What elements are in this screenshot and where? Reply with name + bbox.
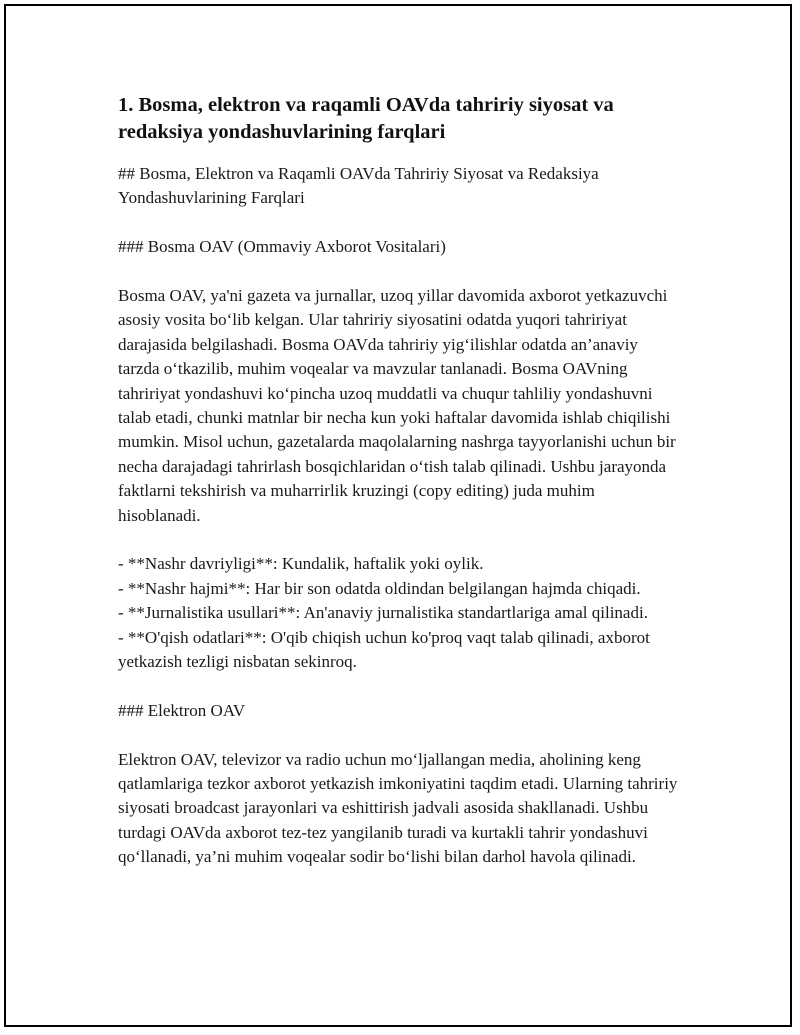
spacer [118, 528, 678, 552]
spacer [118, 211, 678, 235]
list-item: - **O'qish odatlari**: O'qib chiqish uchun ko'proq vaqt talab qilinadi, axborot yetkazish tezligi nisbatan sekinroq. [118, 627, 655, 672]
list-item: - **Nashr hajmi**: Har bir son odatda oldindan belgilangan hajmda chiqadi. [118, 578, 641, 598]
spacer [118, 260, 678, 284]
spacer [118, 723, 678, 747]
list-item: - **Jurnalistika usullari**: An'anaviy jurnalistika standartlariga amal qilinadi. [118, 603, 648, 623]
document-body [118, 92, 682, 870]
list-item: - **Nashr davriyligi**: Kundalik, haftalik yoki oylik. [118, 554, 484, 574]
subsection-heading-electronic: ### Elektron OAV [118, 700, 246, 720]
print-media-paragraph: Bosma OAV, ya'ni gazeta va jurnallar, uzoq yillar davomida axborot yetkazuvchi asosiy vosita bo‘lib kelgan. Ular tahririy siyosatini odatda yuqori tahririyat darajasida belgilashadi. Bosma OAVda tahririy yig‘ilishlar odatda an’anaviy tarzda o‘tkazilib, muhim voqealar va mavzular tanlanadi. Bosma OAVning tahririyat yondashuvi ko‘pincha uzoq muddatli va chuqur tahliliy yondashuvni talab etadi, chunki matnlar bir necha kun yoki haftalar davomida ishlab chiqilishi mumkin. Misol uchun, gazetalarda maqolalarning nashrga tayyorlanishi uchun bir necha darajadagi tahrirlash bosqichlaridan o‘tish talab qilinadi. Ushbu jarayonda faktlarni tekshirish va muharrirlik kruzingi (copy editing) juda muhim hisoblanadi. [118, 286, 680, 525]
section-heading-h2: ## Bosma, Elektron va Raqamli OAVda Tahririy Siyosat va Redaksiya Yondashuvlarining Farqlari [118, 164, 603, 208]
subsection-heading-print: ### Bosma OAV (Ommaviy Axborot Vositalari) [118, 237, 446, 257]
document-title: 1. Bosma, elektron va raqamli OAVda tahririy siyosat va redaksiya yondashuvlarining farqlari [118, 94, 614, 143]
electronic-media-paragraph: Elektron OAV, televizor va radio uchun mo‘ljallangan media, aholining keng qatlamlariga tezkor axborot yetkazish imkoniyatini taqdim etadi. Ularning tahririy siyosati broadcast jarayonlari va eshittirish jadvali asosida shakllanadi. Ushbu turdagi OAVda axborot tez-tez yangilanib turadi va kurtakli tahrir yondashuvi qo‘llanadi, ya’ni muhim voqealar sodir bo‘lishi bilan darhol havola qilinadi. [118, 749, 682, 867]
spacer [118, 674, 678, 698]
